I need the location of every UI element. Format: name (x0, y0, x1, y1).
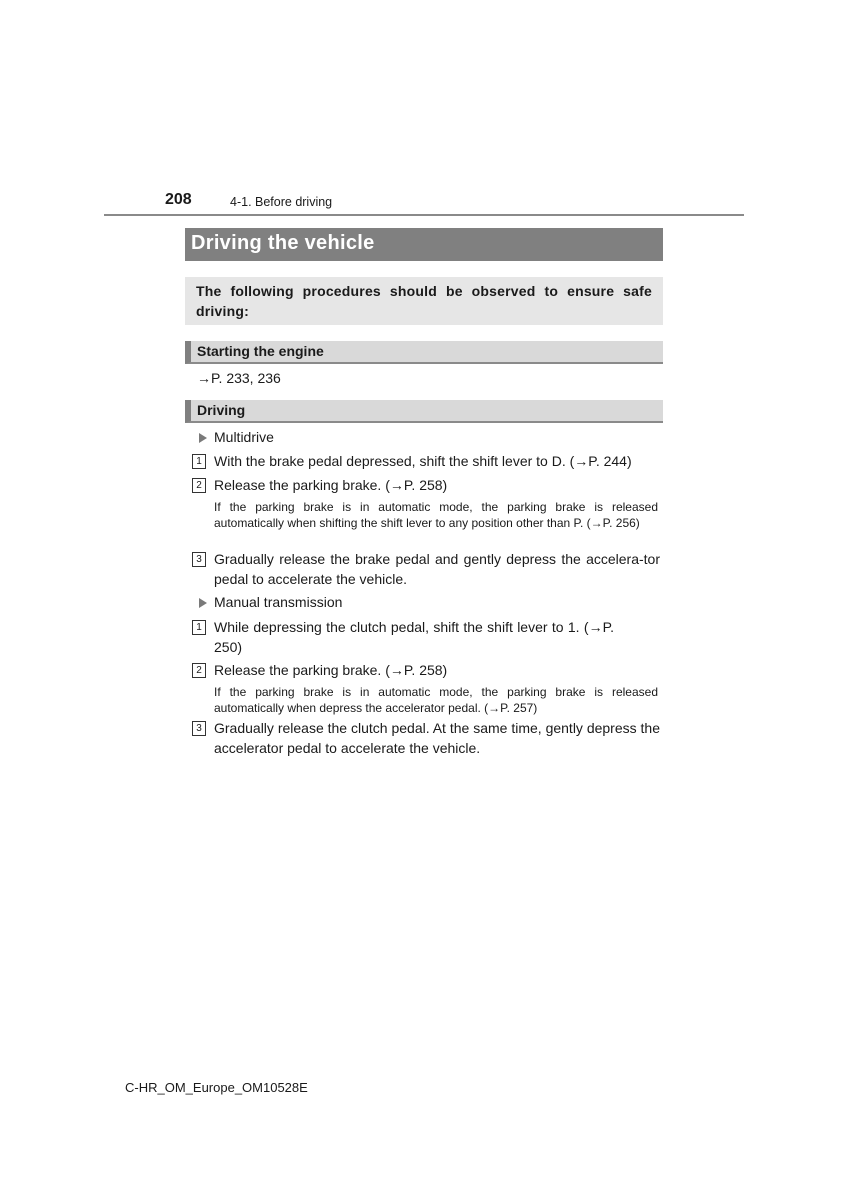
triangle-bullet-icon (199, 598, 207, 608)
triangle-bullet-icon (199, 433, 207, 443)
page-title: Driving the vehicle (191, 232, 375, 254)
page-number: 208 (165, 191, 192, 208)
step-number-box: 3 (192, 721, 206, 736)
step-text: With the brake pedal depressed, shift the shift lever to D. (→P. 244) (214, 453, 632, 469)
manual-step-3 (192, 719, 660, 758)
intro-text: The following procedures should be observed to ensure safe driving: (196, 283, 652, 319)
step-text: Gradually release the clutch pedal. At the same time, gently depress the accelerator pedal to accelerate the vehicle. (214, 720, 660, 756)
multidrive-bullet (199, 429, 274, 445)
footer-document-code: C-HR_OM_Europe_OM10528E (125, 1080, 308, 1095)
step-text: Release the parking brake. (→P. 258) (214, 662, 448, 678)
multidrive-label: Multidrive (214, 429, 274, 445)
step-text: Release the parking brake. (→P. 258) (214, 477, 448, 493)
multidrive-step-2-note: If the parking brake is in automatic mode, the parking brake is released automatically when shifting the shift lever to any position other than P. (→P. 256) (214, 500, 658, 530)
intro-box (185, 277, 663, 325)
step-number-box: 1 (192, 454, 206, 469)
subheading-starting-engine (185, 341, 663, 364)
multidrive-step-2 (192, 476, 660, 496)
section-breadcrumb: 4-1. Before driving (230, 195, 333, 209)
step-number-box: 2 (192, 663, 206, 678)
step-number-box: 3 (192, 552, 206, 567)
header-divider (104, 214, 744, 216)
manual-step-1 (192, 618, 660, 657)
step-text: While depressing the clutch pedal, shift the shift lever to 1. (→P. 250) (214, 619, 614, 655)
manual-transmission-bullet (199, 594, 342, 610)
starting-engine-reference: →P. 233, 236 (197, 370, 281, 386)
subheading-driving (185, 400, 663, 423)
manual-step-2 (192, 661, 660, 681)
manual-step-2-note: If the parking brake is in automatic mode, the parking brake is released automatically when depress the accelerator pedal. (→P. 257) (214, 685, 658, 715)
multidrive-step-3 (192, 550, 660, 589)
step-number-box: 2 (192, 478, 206, 493)
multidrive-step-1 (192, 452, 660, 472)
manual-transmission-label: Manual transmission (214, 594, 343, 610)
page-title-bar (185, 228, 663, 261)
step-text: Gradually release the brake pedal and gently depress the accelera-tor pedal to accelerate the vehicle. (214, 551, 660, 587)
step-number-box: 1 (192, 620, 206, 635)
subheading-driving-label: Driving (197, 402, 246, 418)
subheading-starting-engine-label: Starting the engine (197, 343, 324, 359)
